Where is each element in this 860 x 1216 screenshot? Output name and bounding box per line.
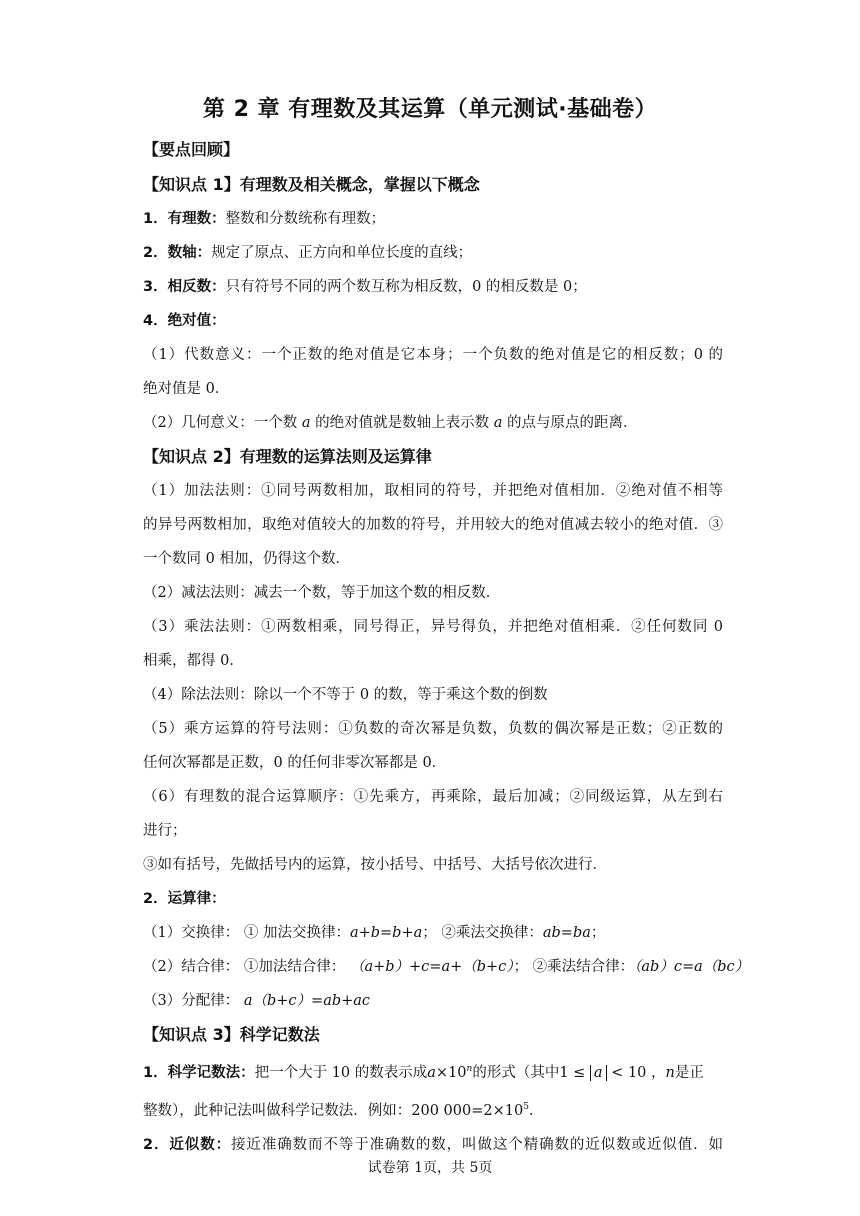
text-line: 整数），此种记法叫做科学记数法．例如：200 $000=2\times 10^5$． — [143, 1102, 544, 1119]
text-line: ③如有括号，先做括号内的运算，按小括号、中括号、大括号依次进行． — [143, 857, 607, 873]
text-line: （3）乘法法则：①两数相乘，同号得正，异号得负，并把绝对值相乘．②任何数同 0 — [143, 619, 723, 635]
text-line: （2）几何意义：一个数 a 的绝对值就是数轴上表示数 a 的点与原点的距离． — [143, 415, 638, 431]
law-distributive: （3）分配律： a（b+c）=ab+ac — [143, 993, 371, 1009]
knowledge-point-1-heading: 【知识点 1】有理数及相关概念，掌握以下概念 — [143, 175, 480, 194]
text-line: （1）加法法则：①同号两数相加，取相同的符号，并把绝对值相加．②绝对值不相等 — [143, 483, 723, 499]
text-line: 一个数同 0 相加，仍得这个数． — [143, 551, 350, 567]
definition-absolute-value: 4．绝对值： — [143, 313, 226, 329]
knowledge-point-2-heading: 【知识点 2】有理数的运算法则及运算律 — [143, 447, 432, 466]
absolute-value-a: a — [590, 1065, 607, 1081]
text-line: （6）有理数的混合运算顺序：①先乘方，再乘除，最后加减；②同级运算，从左到右 — [143, 789, 723, 805]
text-line: （4）除法法则：除以一个不等于 0 的数，等于乘这个数的倒数 — [143, 687, 548, 703]
text-line: 绝对值是 0． — [143, 381, 230, 397]
law-commutative: （1）交换律： ① 加法交换律：a+b=b+a； ②乘法交换律：ab=ba； — [143, 925, 606, 941]
text-line: （2）减法法则：减去一个数，等于加这个数的相反数． — [143, 585, 501, 601]
operation-laws-heading: 2．运算律： — [143, 891, 226, 907]
text-line: （5）乘方运算的符号法则：①负数的奇次幂是负数，负数的偶次幂是正数；②正数的 — [143, 721, 723, 737]
knowledge-point-3-heading: 【知识点 3】科学记数法 — [143, 1025, 320, 1044]
law-associative: （2）结合律： ①加法结合律： （a+b）+c=a+（b+c）； ②乘法结合律：（ab）c=a（bc） — [143, 959, 750, 975]
page-footer: 试卷第 1页，共 5页 — [367, 1160, 493, 1176]
definition-rational: 1．有理数：整数和分数统称有理数； — [143, 211, 386, 227]
text-line: （1）代数意义：一个正数的绝对值是它本身；一个负数的绝对值是它的相反数；0 的 — [143, 347, 723, 363]
page-title: 第 2 章 有理数及其运算（单元测试·基础卷） — [202, 97, 658, 122]
definition-number-line: 2．数轴：规定了原点、正方向和单位长度的直线； — [143, 245, 473, 261]
text-line: 进行； — [143, 823, 187, 839]
definition-opposite: 3．相反数：只有符号不同的两个数互称为相反数，0 的相反数是 0； — [143, 279, 587, 295]
text-line: 任何次幂都是正数，0 的任何非零次幂都是 0． — [143, 755, 447, 771]
text-line: 的异号两数相加，取绝对值较大的加数的符号，并用较大的绝对值减去较小的绝对值．③ — [143, 517, 723, 533]
definition-approximate: 2．近似数：接近准确数而不等于准确数的数，叫做这个精确数的近似数或近似值．如 — [143, 1137, 724, 1153]
section-heading: 【要点回顾】 — [143, 140, 240, 159]
definition-scientific-notation: 1．科学记数法：把一个大于 10 的数表示成$a\times 10^n$的形式（其中1 ≤ a < 10 ，n是正 — [143, 1064, 704, 1081]
text-line: 相乘，都得 0． — [143, 653, 244, 669]
